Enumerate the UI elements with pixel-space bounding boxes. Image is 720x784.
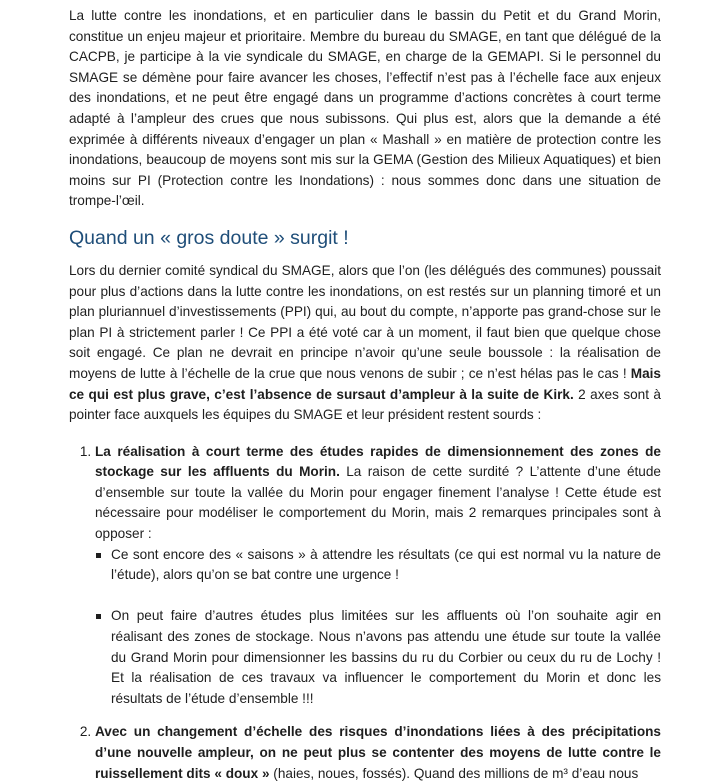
sub-bullet-2-text: On peut faire d’autres études plus limitées sur les affluents où l’on souhaite agir en réalisant des zones de stockage. Nous n’avons pas attendu une étude sur toute la vallée du Grand Morin pour dimensionner les bassins du ru du Corbier ou ceux du ru de Lochy ! Et la réalisation de ces travaux va influencer le comportement du Morin et donc les résultats de l’étude d’ensemble !!! [111, 608, 661, 706]
list-item-1 [95, 442, 661, 710]
body-tail: 2 axes sont à pointer face auxquels les équipes du SMAGE et leur président restent sourds : [69, 386, 661, 423]
list-item-2 [95, 722, 661, 784]
point-1-bold: La réalisation à court terme des études rapides de dimensionnement des zones de stockage sur les affluents du Morin. [95, 443, 661, 480]
square-bullet-icon [96, 553, 101, 558]
point-2-bold: Avec un changement d’échelle des risques d’inondations liées à des précipitations d’une nouvelle ampleur, on ne peut plus se contenter des moyens de lutte contre le ruissellement dits « doux » [95, 724, 661, 781]
sub-bullet-item-2 [111, 606, 661, 709]
intro-paragraph: La lutte contre les inondations, et en particulier dans le bassin du Petit et du Grand Morin, constitue un enjeu majeur et prioritaire. Membre du bureau du SMAGE, en tant que délégué de la CACPB, je participe à la vie syndicale du SMAGE, en charge de la GEMAPI. Si le personnel du SMAGE se démène pour faire avancer les choses, l’effectif n’est pas à l’échelle face aux enjeux des inondations, et ne peut être engagé dans un programme d’actions concrètes à court terme adapté à l’ampleur des crues que nous subissons. Qui plus est, alors que la demande a été exprimée à différents niveaux d’engager un plan « Mashall » en matière de protection contre les inondations, beaucoup de moyens sont mis sur la GEMA (Gestion des Milieux Aquatiques) et bien moins sur PI (Protection contre les Inondations) : nous sommes donc dans une situation de trompe-l’œil. [69, 8, 661, 209]
numbered-list [69, 442, 661, 784]
section-heading: Quand un « gros doute » surgit ! [69, 226, 349, 249]
body-text: Lors du dernier comité syndical du SMAGE, alors que l’on (les délégués des communes) poussait pour plus d’actions dans la lutte contre les inondations, on est restés sur un planning timoré et un plan pluriannuel d’investissements (PPI) qui, au bout du compte, n’apporte pas grand-chose sur le plan PI à strictement parler ! Ce PPI a été voté car à un moment, il faut bien que quelque chose soit engagé. Ce plan ne devrait en principe n’avoir qu’une seule boussole : la réalisation de moyens de lutte à l’échelle de la crue que nous venons de subir ; ce n’est hélas pas le cas ! [69, 262, 661, 381]
page-content [69, 6, 661, 784]
point-1-text: La raison de cette surdité ? L’attente d’une étude d’ensemble sur toute la vallée du Morin pour engager finement l’analyse ! Cette étude est nécessaire pour modéliser le comportement du Morin, mais 2 remarques principales sont à opposer : [95, 464, 661, 542]
body-paragraph [69, 261, 661, 426]
body-bold-statement: Mais ce qui est plus grave, c’est l’absence de sursaut d’ampleur à la suite de Kirk. [69, 365, 661, 402]
sub-bullet-item-1 [111, 545, 661, 586]
sub-bullet-1-text: Ce sont encore des « saisons » à attendre les résultats (ce qui est normal vu la nature de l’étude), alors qu’on se bat contre une urgence ! [111, 546, 661, 583]
square-bullet-icon [96, 614, 101, 619]
sub-bullet-list [95, 545, 661, 710]
point-2-text: (haies, noues, fossés). Quand des millions de m³ d’eau nous [269, 765, 639, 781]
